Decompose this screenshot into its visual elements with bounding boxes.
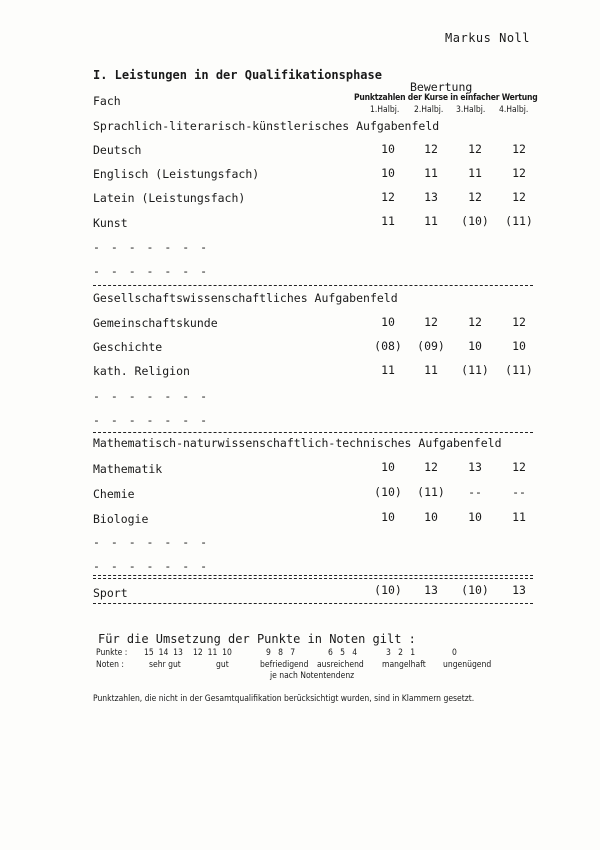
grade-label: mangelhaft — [382, 660, 426, 670]
score-halbjahr-1: 12 — [381, 190, 395, 204]
score-halbjahr-4: 12 — [512, 460, 526, 474]
placeholder-row: - - - - - - - — [93, 413, 210, 427]
grade-label: sehr gut — [149, 660, 181, 670]
grade-label: gut — [216, 660, 229, 670]
placeholder-row: - - - - - - - — [93, 559, 210, 573]
halbjahr-1-heading: 1.Halbj. — [370, 105, 400, 115]
score-halbjahr-2: 11 — [424, 214, 438, 228]
score-halbjahr-4: (11) — [505, 363, 533, 377]
score-halbjahr-4: (11) — [505, 214, 533, 228]
bewertung-heading: Bewertung — [410, 80, 473, 94]
score-halbjahr-3: (10) — [461, 583, 489, 597]
score-halbjahr-3: 12 — [468, 315, 482, 329]
legend-title: Für die Umsetzung der Punkte in Noten gilt : — [98, 632, 416, 646]
score-halbjahr-1: 10 — [381, 510, 395, 524]
points-group: 6 5 4 — [328, 648, 358, 658]
section-divider — [93, 285, 533, 286]
score-halbjahr-4: 12 — [512, 190, 526, 204]
placeholder-row: - - - - - - - — [93, 264, 210, 278]
placeholder-row: - - - - - - - — [93, 389, 210, 403]
points-group: 12 11 10 — [193, 648, 232, 658]
punktzahlen-heading: Punktzahlen der Kurse in einfacher Wertung — [354, 93, 538, 103]
section-title: I. Leistungen in der Qualifikationsphase — [93, 68, 382, 82]
score-halbjahr-1: 11 — [381, 214, 395, 228]
subject-name: Englisch (Leistungsfach) — [93, 167, 260, 181]
subject-name: Sport — [93, 586, 128, 600]
subject-name: Latein (Leistungsfach) — [93, 191, 246, 205]
placeholder-row: - - - - - - - — [93, 240, 210, 254]
score-halbjahr-1: 11 — [381, 363, 395, 377]
points-group: 15 14 13 — [144, 648, 183, 658]
points-group: 3 2 1 — [386, 648, 416, 658]
score-halbjahr-2: (11) — [417, 485, 445, 499]
score-halbjahr-1: 10 — [381, 315, 395, 329]
score-halbjahr-3: 12 — [468, 142, 482, 156]
subject-name: Mathematik — [93, 462, 163, 476]
area-title: Sprachlich-literarisch-künstlerisches Aufgabenfeld — [93, 119, 440, 133]
score-halbjahr-1: (10) — [374, 485, 402, 499]
author-name: Markus Noll — [445, 31, 530, 45]
grade-label: ungenügend — [443, 660, 492, 670]
halbjahr-4-heading: 4.Halbj. — [499, 105, 529, 115]
points-group: 0 — [452, 648, 457, 658]
score-halbjahr-3: (10) — [461, 214, 489, 228]
score-halbjahr-2: 11 — [424, 166, 438, 180]
score-halbjahr-4: -- — [512, 485, 526, 499]
score-halbjahr-1: 10 — [381, 142, 395, 156]
section-divider — [93, 603, 533, 604]
score-halbjahr-2: 13 — [424, 583, 438, 597]
subject-name: Gemeinschaftskunde — [93, 316, 218, 330]
score-halbjahr-3: 11 — [468, 166, 482, 180]
subject-name: kath. Religion — [93, 364, 190, 378]
score-halbjahr-3: 10 — [468, 339, 482, 353]
area-title: Gesellschaftswissenschaftliches Aufgabenfeld — [93, 291, 398, 305]
subject-name: Chemie — [93, 487, 135, 501]
subject-name: Biologie — [93, 512, 149, 526]
noten-label: Noten : — [96, 660, 124, 670]
score-halbjahr-1: (08) — [374, 339, 402, 353]
section-divider — [93, 575, 533, 576]
score-halbjahr-3: 13 — [468, 460, 482, 474]
score-halbjahr-4: 12 — [512, 142, 526, 156]
score-halbjahr-1: 10 — [381, 460, 395, 474]
subject-name: Deutsch — [93, 143, 142, 157]
fach-heading: Fach — [93, 94, 121, 108]
tendenz-note: je nach Notentendenz — [270, 671, 355, 681]
score-halbjahr-2: 13 — [424, 190, 438, 204]
score-halbjahr-1: 10 — [381, 166, 395, 180]
score-halbjahr-4: 12 — [512, 166, 526, 180]
punkte-label: Punkte : — [96, 648, 128, 658]
score-halbjahr-4: 10 — [512, 339, 526, 353]
score-halbjahr-3: 12 — [468, 190, 482, 204]
points-group: 9 8 7 — [266, 648, 296, 658]
score-halbjahr-2: 12 — [424, 460, 438, 474]
subject-name: Kunst — [93, 216, 128, 230]
halbjahr-3-heading: 3.Halbj. — [456, 105, 486, 115]
area-title: Mathematisch-naturwissenschaftlich-technisches Aufgabenfeld — [93, 436, 502, 450]
score-halbjahr-4: 13 — [512, 583, 526, 597]
score-halbjahr-3: (11) — [461, 363, 489, 377]
score-halbjahr-1: (10) — [374, 583, 402, 597]
score-halbjahr-2: 11 — [424, 363, 438, 377]
grade-label: befriedigend — [260, 660, 309, 670]
score-halbjahr-2: 12 — [424, 315, 438, 329]
score-halbjahr-4: 12 — [512, 315, 526, 329]
score-halbjahr-2: 12 — [424, 142, 438, 156]
section-divider — [93, 432, 533, 433]
subject-name: Geschichte — [93, 340, 163, 354]
halbjahr-2-heading: 2.Halbj. — [414, 105, 444, 115]
score-halbjahr-4: 11 — [512, 510, 526, 524]
grade-label: ausreichend — [317, 660, 364, 670]
score-halbjahr-3: 10 — [468, 510, 482, 524]
score-halbjahr-2: 10 — [424, 510, 438, 524]
score-halbjahr-3: -- — [468, 485, 482, 499]
score-halbjahr-2: (09) — [417, 339, 445, 353]
section-divider — [93, 578, 533, 579]
footnote: Punktzahlen, die nicht in der Gesamtqualifikation berücksichtigt wurden, sind in Klammern gesetzt. — [93, 694, 475, 704]
placeholder-row: - - - - - - - — [93, 535, 210, 549]
